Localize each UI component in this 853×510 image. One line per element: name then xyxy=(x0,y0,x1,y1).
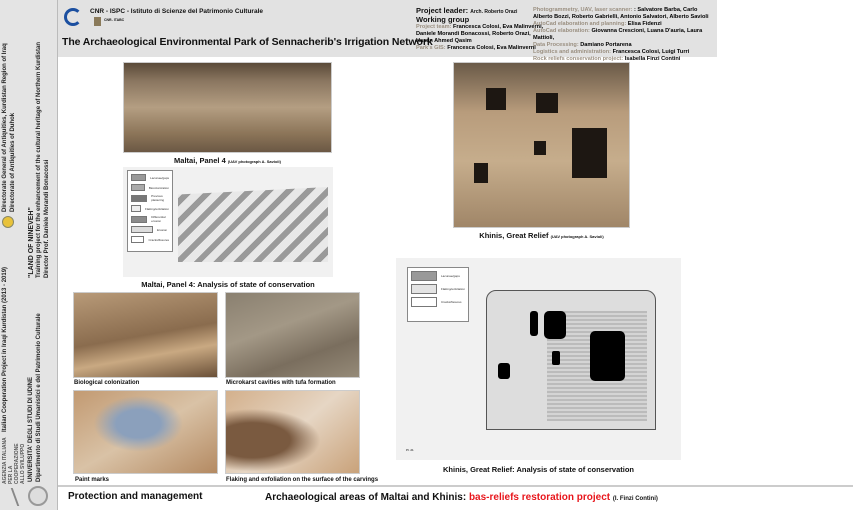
header xyxy=(58,0,717,62)
khinis-legend xyxy=(407,267,469,322)
khinis-diagram-caption: Khinis, Great Relief: Analysis of state of conservation xyxy=(442,465,635,474)
micro-caption: Microkarst cavities with tufa formation xyxy=(226,380,336,386)
credit-value: Isabella Finzi Contini xyxy=(624,56,681,62)
legend-item: Cracks/fissures xyxy=(148,237,169,242)
maltai-relief-drawing xyxy=(178,187,328,262)
university-seal xyxy=(28,486,48,506)
team-label: Project team: xyxy=(416,24,452,30)
agency-logo xyxy=(0,488,19,506)
khinis-photo-caption: Khinis, Great Relief xyxy=(479,231,549,240)
department: Dipartimento di Studi Umanistici e del Patrimonio Culturale xyxy=(35,313,42,482)
credit-label: Data Processing: xyxy=(533,42,579,48)
credit-label: AutoCad elaboration and planning: xyxy=(533,21,627,27)
credit-value: Francesca Colosi, Luigi Turri xyxy=(612,49,690,55)
legend-item: Differential erosion xyxy=(151,215,166,223)
project-name: Italian Cooperation Project in Iraqi Kurdistan (2013 - 2019) xyxy=(2,266,8,432)
working-group: Working group xyxy=(416,15,470,24)
gis: Francesca Colosi, Eva Malinverni xyxy=(447,45,536,51)
project-author: (I. Finzi Contini) xyxy=(612,496,658,502)
credit-value: Elisa Fidenzi xyxy=(627,21,662,27)
flaking-photo xyxy=(225,390,360,474)
photo-credit: (UAV photograph A. Savioli) xyxy=(227,159,281,164)
legend-item: Flaking/exfoliation xyxy=(144,206,169,211)
university: UNIVERSITA' DEGLI STUDI DI UDINE xyxy=(28,377,34,482)
project-credits xyxy=(416,6,546,52)
project-title xyxy=(265,492,658,503)
legend-item: Flaking/exfoliation xyxy=(440,287,465,291)
credit-value: : Salvatore Barba, Carlo Alberto Bozzi, Roberto Gabrielli, Antonio Salvatori, Alberto Savioli xyxy=(533,7,709,20)
credit-value: Giovanna Crescioni, Luana D'auria, Laura Mattioli, xyxy=(533,28,703,41)
khinis-relief-drawing xyxy=(486,290,656,430)
plate-number: Pl. 21 xyxy=(406,448,414,452)
khinis-relief-photo xyxy=(453,62,630,228)
maltai-diagram-caption: Maltai, Panel 4: Analysis of state of conservation xyxy=(141,280,315,289)
legend-item: Lacunae/gaps xyxy=(441,274,460,278)
khinis-conservation-diagram xyxy=(396,258,681,460)
flaking-caption: Flaking and exfoliation on the surface of the carvings xyxy=(226,477,379,483)
project-title-main: Archaeological areas of Maltai and Khinis: xyxy=(265,492,467,503)
land-of-nineveh: "LAND OF NINEVEH" xyxy=(28,207,35,278)
directorate-1: Directorate General of Antiquities, Kurdistan Region of Iraq xyxy=(2,43,8,212)
microkarst-photo xyxy=(225,292,360,378)
poster-title: The Archaeological Environmental Park of Sennacherib's Irrigation Network xyxy=(62,36,433,48)
credit-label: AutoCad elaboration: xyxy=(533,28,590,34)
institute-name: CNR - ISPC - Istituto di Scienze del Patrimonio Culturale xyxy=(90,8,263,15)
director: Director Prof. Daniele Morandi Bonacossi xyxy=(43,159,50,278)
bio-caption: Biological colonization xyxy=(74,380,140,386)
paint-caption: Paint marks xyxy=(75,477,110,483)
paint-marks-photo xyxy=(73,390,218,474)
legend-item: Biocolonization xyxy=(148,185,169,190)
legend-item: Cracks/fissures xyxy=(441,300,462,304)
credit-label: Rock reliefs conservation project: xyxy=(533,56,624,62)
itabc-logo xyxy=(94,17,101,26)
legend-item: Previous plastering xyxy=(151,194,165,202)
footer xyxy=(58,485,853,510)
team: Francesca Colosi, Eva Malinverni, Daniele Morandi Bonacossi, Roberto Orazi, Hasan Ahmed Qasim xyxy=(416,24,544,44)
maltai-conservation-diagram xyxy=(123,167,333,277)
credit-label: Photogrammetry, UAV, laser scanner: xyxy=(533,7,633,13)
directorate-emblem xyxy=(2,216,14,228)
biological-colonization-photo xyxy=(73,292,218,378)
legend-item: Lacunae/gaps xyxy=(150,175,169,180)
leader-name: Arch. Roberto Orazi xyxy=(470,9,518,15)
maltai-legend xyxy=(127,170,173,252)
training-project: Training project for the enhancement of the cultural heritage of Northern Kurdistan xyxy=(36,41,42,278)
itabc-label: CNR- ITABC xyxy=(104,18,125,22)
agency-name: AGENZIA ITALIANA PER LA COOPERAZIONE ALLO SVILUPPO xyxy=(2,437,26,484)
directorate-2: Directorate of Antiquities of Duhok xyxy=(9,112,16,212)
credit-value: Damiano Portarena xyxy=(580,42,632,48)
cnr-logo xyxy=(64,8,82,26)
legend-item: Erosion xyxy=(157,227,168,232)
maltai-photo-caption: Maltai, Panel 4 xyxy=(174,156,226,165)
leader-label: Project leader: xyxy=(416,6,469,15)
sidebar xyxy=(0,0,58,510)
maltai-panel-photo xyxy=(123,62,332,153)
gis-label: Park's GIS: xyxy=(416,45,446,51)
photo-credit: (UAV photograph A. Savioli) xyxy=(550,234,604,239)
section-title: Protection and management xyxy=(68,491,203,502)
credit-label: Logistics and administration: xyxy=(533,49,612,55)
technical-credits xyxy=(533,7,718,63)
project-title-highlight: bas-reliefs restoration project xyxy=(468,492,611,503)
